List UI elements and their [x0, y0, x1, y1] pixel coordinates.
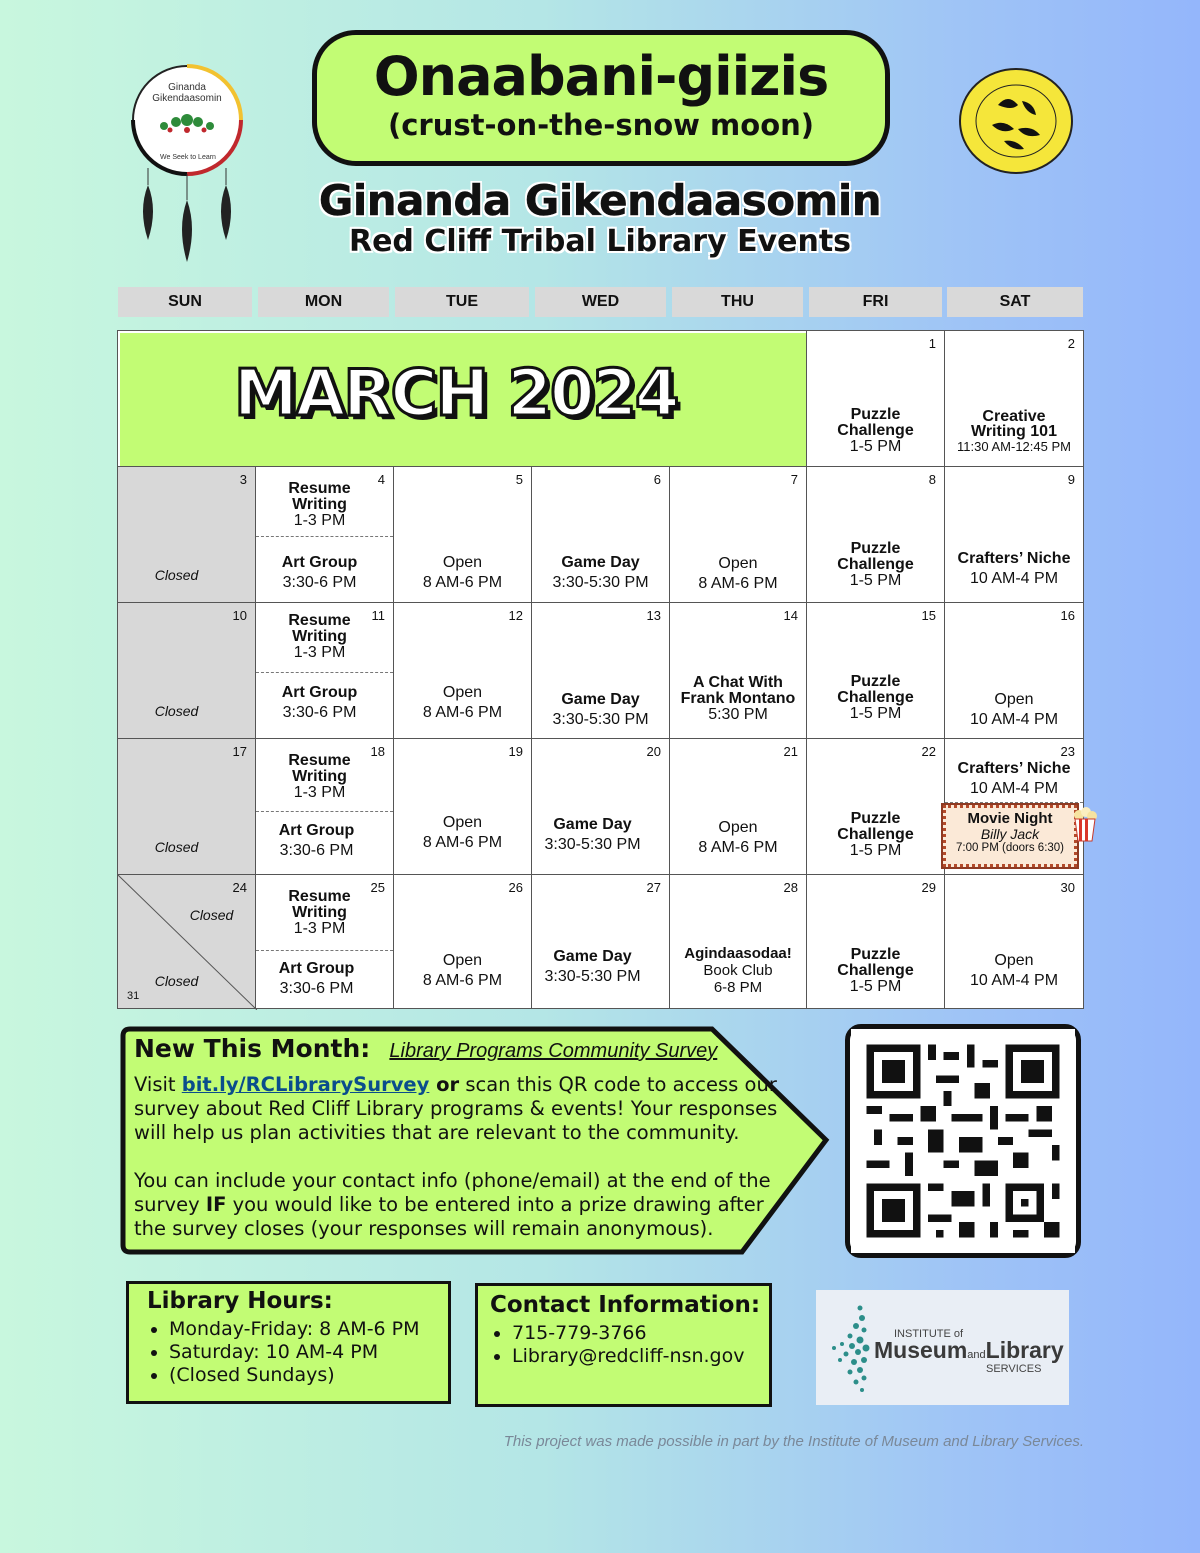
- event-title: Crafters’ Niche: [957, 550, 1071, 567]
- survey-text: You can include your contact info (phone/email) at the end of the survey: [134, 1169, 771, 1216]
- day-number: 15: [921, 608, 936, 623]
- day-cell-15: [806, 602, 945, 739]
- contact-list: [512, 1322, 769, 1368]
- day-cell-6: [531, 466, 670, 603]
- event-open: [394, 683, 531, 723]
- dayhead-sun: SUN: [118, 287, 252, 317]
- survey-content: [134, 1034, 784, 1241]
- day-cell-4: [255, 466, 394, 603]
- event-title: Art Group: [278, 960, 355, 977]
- day-number: 17: [232, 744, 247, 759]
- dayhead-fri: FRI: [809, 287, 942, 317]
- day-cell-12: [393, 602, 532, 739]
- event-art-group: [256, 683, 393, 723]
- imls-and: and: [967, 1349, 986, 1361]
- day-cell-22: [806, 738, 945, 875]
- event-time: 1-3 PM: [293, 512, 346, 529]
- day-cell-10: [117, 602, 256, 739]
- imls-library: Library: [985, 1337, 1064, 1363]
- day-number: 25: [370, 880, 385, 895]
- event-game-day: [532, 947, 669, 987]
- day-number: 24: [232, 880, 247, 895]
- event-time: 8 AM-6 PM: [422, 834, 503, 851]
- day-cell-16: [944, 602, 1084, 739]
- divider: [945, 802, 1083, 803]
- closed-label: Closed: [189, 907, 234, 923]
- event-time: 3:30-6 PM: [279, 842, 354, 859]
- event-title: Open: [442, 684, 483, 701]
- event-title: Resume Writing: [288, 612, 351, 645]
- day-number: 10: [232, 608, 247, 623]
- day-cell-14: [669, 602, 807, 739]
- contact-heading: Contact Information:: [490, 1292, 761, 1318]
- day-number: 26: [508, 880, 523, 895]
- day-number: 19: [508, 744, 523, 759]
- divider: [256, 536, 393, 537]
- event-time: 3:30-6 PM: [282, 574, 357, 591]
- imls-line1: INSTITUTE of: [894, 1328, 964, 1340]
- hours-item: • Saturday: 10 AM-4 PM: [169, 1341, 448, 1364]
- event-puzzle-challenge: [807, 541, 944, 589]
- logo-left-line2: Gikendaasomin: [152, 93, 222, 104]
- logo-left-motto: We Seek to Learn: [160, 154, 216, 161]
- event-time: 6-8 PM: [713, 979, 763, 996]
- event-title: Art Group: [278, 822, 355, 839]
- event-time: 8 AM-6 PM: [698, 575, 778, 592]
- event-resume-writing: [256, 753, 393, 801]
- day-number: 5: [515, 472, 523, 487]
- event-open: [670, 818, 806, 858]
- contact-info-box: [475, 1283, 772, 1407]
- day-number: 6: [653, 472, 661, 487]
- day-number: 20: [646, 744, 661, 759]
- day-number: 31: [127, 990, 140, 1002]
- dayhead-thu: THU: [672, 287, 803, 317]
- page-title: Onaabani-giizis: [373, 45, 829, 108]
- event-title: Open: [442, 554, 483, 571]
- day-cell-28: [669, 874, 807, 1009]
- event-title: Creative Writing 101: [971, 408, 1057, 440]
- event-title: Puzzle Challenge: [837, 540, 914, 573]
- event-time: 10 AM-4 PM: [969, 972, 1059, 989]
- day-cell-26: [393, 874, 532, 1009]
- event-time: 8 AM-6 PM: [422, 574, 503, 591]
- day-cell-24-31: [117, 874, 256, 1009]
- day-number: 7: [790, 472, 798, 487]
- survey-paragraph-1: [134, 1073, 784, 1145]
- event-time: 10 AM-4 PM: [969, 711, 1059, 728]
- movie-name: Billy Jack: [980, 826, 1040, 842]
- event-time: 3:30-6 PM: [279, 980, 354, 997]
- event-puzzle-challenge: [807, 947, 944, 995]
- event-time: 1-5 PM: [849, 572, 902, 589]
- day-cell-9: [944, 466, 1084, 603]
- event-art-group: [256, 553, 393, 593]
- event-subtitle: Book Club: [703, 962, 773, 979]
- survey-paragraph-2: [134, 1169, 784, 1241]
- day-number: 4: [377, 472, 385, 487]
- closed-label: Closed: [154, 703, 199, 719]
- event-title: Game Day: [553, 948, 632, 965]
- event-puzzle-challenge: [807, 674, 944, 722]
- day-cell-17: [117, 738, 256, 875]
- event-open: [394, 951, 531, 991]
- day-number: 13: [646, 608, 661, 623]
- event-open: [394, 813, 531, 853]
- event-time: 8 AM-6 PM: [422, 704, 503, 721]
- day-cell-1: [806, 330, 945, 467]
- event-time: 1-5 PM: [849, 842, 902, 859]
- event-title: Puzzle Challenge: [837, 673, 914, 706]
- day-cell-2: [944, 330, 1084, 467]
- day-cell-30: [944, 874, 1084, 1009]
- day-cell-21: [669, 738, 807, 875]
- event-title: Art Group: [281, 684, 358, 701]
- event-open: [945, 690, 1083, 730]
- event-time: 1-5 PM: [849, 978, 902, 995]
- event-open: [670, 554, 806, 594]
- event-title: A Chat With Frank Montano: [680, 674, 796, 707]
- page-subtitle: (crust-on-the-snow moon): [387, 108, 815, 142]
- event-time: 10 AM-4 PM: [969, 780, 1059, 797]
- closed-label: Closed: [154, 839, 199, 855]
- event-time: 5:30 PM: [708, 706, 768, 723]
- event-art-group: [256, 821, 393, 861]
- month-title: MARCH 2024: [234, 357, 678, 431]
- logo-left-line1: Ginanda: [168, 82, 206, 93]
- event-time: 3:30-5:30 PM: [552, 574, 649, 591]
- event-title: Open: [718, 819, 758, 836]
- event-time: 1-3 PM: [293, 920, 346, 937]
- imls-burst-icon: [820, 1302, 876, 1394]
- dayhead-sat: SAT: [947, 287, 1083, 317]
- event-title: Resume Writing: [288, 752, 351, 785]
- day-number: 14: [783, 608, 798, 623]
- event-time: 3:30-5:30 PM: [544, 836, 641, 853]
- popcorn-icon: [1072, 807, 1098, 843]
- event-game-day: [532, 690, 669, 730]
- day-cell-19: [393, 738, 532, 875]
- event-puzzle-challenge: [807, 811, 944, 859]
- event-title: Puzzle Challenge: [837, 810, 914, 843]
- movie-title: Movie Night: [967, 810, 1053, 827]
- day-cell-5: [393, 466, 532, 603]
- day-number: 21: [783, 744, 798, 759]
- movie-night-ticket: [943, 805, 1077, 867]
- event-game-day: [532, 553, 669, 593]
- day-number: 16: [1060, 608, 1075, 623]
- event-time: 8 AM-6 PM: [422, 972, 503, 989]
- event-resume-writing: [256, 613, 393, 661]
- event-title: Game Day: [561, 691, 640, 708]
- survey-title: Library Programs Community Survey: [389, 1040, 718, 1062]
- dayhead-wed: WED: [535, 287, 666, 317]
- event-time: 8 AM-6 PM: [698, 839, 778, 856]
- event-crafters-niche: [945, 549, 1083, 589]
- day-number: 1: [928, 336, 936, 351]
- day-number: 9: [1067, 472, 1075, 487]
- survey-text: or: [429, 1073, 460, 1096]
- event-time: 3:30-6 PM: [282, 704, 357, 721]
- event-time: 1-3 PM: [293, 644, 346, 661]
- survey-text: scan this QR code to access our survey about Red Cliff Library programs & events! Your responses will help us plan activities that are relevant to the community.: [134, 1073, 778, 1144]
- divider: [256, 950, 393, 951]
- day-cell-11: [255, 602, 394, 739]
- event-time: 1-5 PM: [849, 705, 902, 722]
- survey-heading: New This Month:: [134, 1034, 371, 1063]
- event-title: Game Day: [553, 816, 632, 833]
- day-number: 11: [371, 608, 385, 623]
- day-number: 22: [921, 744, 936, 759]
- day-number: 2: [1067, 336, 1075, 351]
- event-title: Resume Writing: [288, 888, 351, 921]
- dreamcatcher-logo-icon: [128, 60, 246, 270]
- event-time: 3:30-5:30 PM: [544, 968, 641, 985]
- event-time: 11:30 AM-12:45 PM: [957, 439, 1071, 454]
- event-title: Resume Writing: [288, 480, 351, 513]
- contact-phone[interactable]: • 715-779-3766: [512, 1322, 769, 1345]
- calendar-grid: [117, 330, 1084, 1008]
- closed-label: Closed: [154, 567, 199, 583]
- org-name: Ginanda Gikendaasomin: [318, 176, 882, 225]
- divider: [256, 672, 393, 673]
- day-cell-25: [255, 874, 394, 1009]
- library-hours-box: [126, 1281, 451, 1404]
- day-cell-13: [531, 602, 670, 739]
- event-crafters-niche: [945, 759, 1083, 799]
- dayhead-mon: MON: [258, 287, 389, 317]
- imls-line3: SERVICES: [986, 1363, 1042, 1375]
- event-title: Crafters’ Niche: [957, 760, 1071, 777]
- event-game-day: [532, 815, 669, 855]
- title-banner: [312, 30, 890, 166]
- day-number: 29: [921, 880, 936, 895]
- day-number: 8: [928, 472, 936, 487]
- day-cell-7: [669, 466, 807, 603]
- day-cell-3: [117, 466, 256, 603]
- imls-logo: [816, 1290, 1069, 1405]
- event-title: Agindaasodaa!: [684, 945, 792, 962]
- event-puzzle-challenge: [807, 407, 944, 455]
- day-number: 23: [1060, 744, 1075, 759]
- tribal-seal-icon: [958, 67, 1074, 175]
- event-time: 10 AM-4 PM: [969, 570, 1059, 587]
- event-title: Open: [442, 952, 483, 969]
- day-number: 3: [239, 472, 247, 487]
- survey-link[interactable]: bit.ly/RCLibrarySurvey: [181, 1073, 430, 1096]
- day-number: 30: [1060, 880, 1075, 895]
- event-title: Open: [718, 555, 758, 572]
- event-title: Art Group: [281, 554, 358, 571]
- day-number: 12: [508, 608, 523, 623]
- event-title: Game Day: [561, 554, 640, 571]
- day-cell-8: [806, 466, 945, 603]
- closed-label: Closed: [154, 973, 199, 989]
- day-number: 28: [783, 880, 798, 895]
- event-chat-frank-montano: [670, 675, 806, 723]
- day-cell-20: [531, 738, 670, 875]
- qr-code-icon[interactable]: [845, 1024, 1081, 1258]
- hours-item: • Monday-Friday: 8 AM-6 PM: [169, 1318, 448, 1341]
- funding-credit: This project was made possible in part by the Institute of Museum and Library Services.: [503, 1433, 1084, 1450]
- event-title: Open: [994, 952, 1034, 969]
- survey-text: IF: [205, 1193, 227, 1216]
- event-open: [945, 951, 1083, 991]
- movie-time: 7:00 PM (doors 6:30): [955, 842, 1065, 854]
- event-title: Open: [442, 814, 483, 831]
- day-cell-18: [255, 738, 394, 875]
- event-creative-writing: [945, 409, 1083, 455]
- event-time: 1-5 PM: [849, 438, 902, 455]
- survey-text: you would like to be entered into a prize drawing after the survey closes (your responses will remain anonymous).: [134, 1193, 764, 1240]
- event-title: Puzzle Challenge: [837, 946, 914, 979]
- imls-museum: Museum: [874, 1337, 968, 1363]
- event-art-group: [256, 959, 393, 999]
- month-banner-cell: [117, 330, 807, 467]
- hours-list: [169, 1318, 448, 1387]
- event-resume-writing: [256, 481, 393, 529]
- day-cell-29: [806, 874, 945, 1009]
- event-open: [394, 553, 531, 593]
- event-time: 3:30-5:30 PM: [552, 711, 649, 728]
- org-subtitle: Red Cliff Tribal Library Events: [348, 224, 852, 259]
- hours-item: • (Closed Sundays): [169, 1364, 448, 1387]
- divider: [256, 811, 393, 812]
- hours-heading: Library Hours:: [147, 1288, 333, 1314]
- survey-text: Visit: [134, 1073, 182, 1096]
- event-book-club: [670, 945, 806, 996]
- day-number: 27: [646, 880, 661, 895]
- event-time: 1-3 PM: [293, 784, 346, 801]
- imls-line2: [874, 1337, 1064, 1364]
- event-resume-writing: [256, 889, 393, 937]
- contact-email[interactable]: • Library@redcliff-nsn.gov: [512, 1345, 769, 1368]
- day-cell-27: [531, 874, 670, 1009]
- day-number: 18: [370, 744, 385, 759]
- event-title: Open: [994, 691, 1034, 708]
- dayhead-tue: TUE: [395, 287, 529, 317]
- event-title: Puzzle Challenge: [837, 406, 914, 439]
